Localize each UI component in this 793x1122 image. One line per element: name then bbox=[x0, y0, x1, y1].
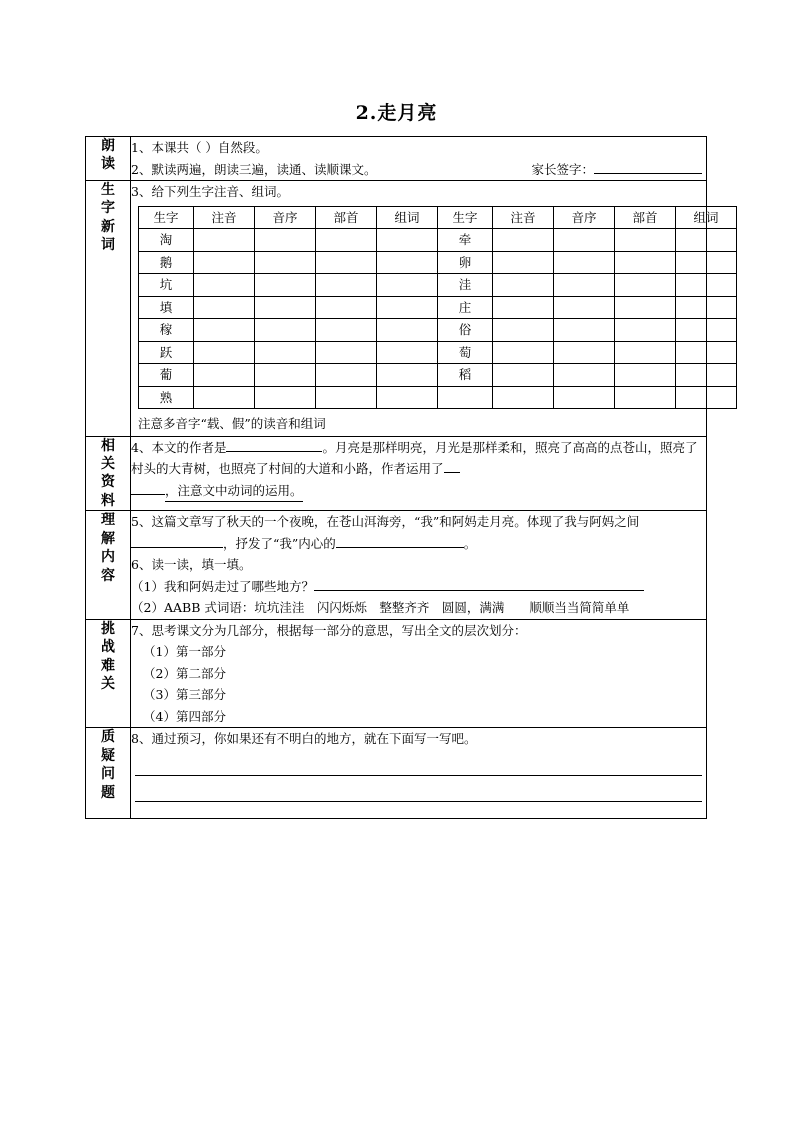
reading-line-2: 2、默读两遍，朗读三遍，读通、读顺课文。 bbox=[131, 161, 377, 177]
label-char: 容 bbox=[101, 567, 115, 584]
label-char: 字 bbox=[101, 200, 115, 217]
answer-cell-initial[interactable] bbox=[255, 229, 316, 252]
answer-cell-radical[interactable] bbox=[316, 386, 377, 409]
q5-blank-1[interactable] bbox=[131, 547, 223, 548]
column-header: 部首 bbox=[615, 206, 676, 229]
label-char: 关 bbox=[101, 676, 115, 693]
section-row-challenge bbox=[86, 619, 707, 728]
reading-line-1: 1、本课共（ ）自然段。 bbox=[131, 140, 268, 155]
questions-answer-spacer bbox=[131, 802, 706, 818]
comprehension-question-5 bbox=[131, 511, 706, 554]
section-label-reading bbox=[86, 137, 131, 181]
answer-cell-pinyin[interactable] bbox=[194, 364, 255, 387]
section-row-comprehension bbox=[86, 511, 707, 620]
table-row bbox=[139, 341, 737, 364]
parent-signature-label: 家长签字： bbox=[531, 161, 594, 177]
answer-cell-radical[interactable] bbox=[316, 229, 377, 252]
char-cell: 鹅 bbox=[139, 251, 194, 274]
column-header: 音序 bbox=[255, 206, 316, 229]
answer-cell-word[interactable] bbox=[377, 296, 438, 319]
newwords-prompt: 3、给下列生字注音、组词。 bbox=[131, 184, 289, 199]
answer-cell-initial[interactable] bbox=[255, 341, 316, 364]
char-cell: 俗 bbox=[438, 319, 493, 342]
answer-cell-word[interactable] bbox=[676, 229, 737, 252]
questions-question-8-prompt: 8、通过预习，你如果还有不明白的地方，就在下面写一写吧。 bbox=[131, 731, 477, 747]
worksheet-table bbox=[85, 136, 719, 819]
answer-cell-initial[interactable] bbox=[255, 296, 316, 319]
column-header: 生字 bbox=[438, 206, 493, 229]
label-char: 关 bbox=[101, 455, 115, 472]
column-header: 组词 bbox=[676, 206, 737, 229]
challenge-part-3[interactable]: （3）第三部分 bbox=[143, 687, 226, 703]
answer-cell-radical[interactable] bbox=[615, 364, 676, 387]
section-body-questions bbox=[131, 728, 707, 819]
char-cell: 坑 bbox=[139, 274, 194, 297]
answer-cell-word[interactable] bbox=[676, 274, 737, 297]
answer-cell-initial[interactable] bbox=[554, 364, 615, 387]
table-row bbox=[139, 229, 737, 252]
answer-cell-pinyin[interactable] bbox=[194, 386, 255, 409]
section-label-comprehension bbox=[86, 511, 131, 620]
label-char: 难 bbox=[101, 657, 115, 674]
char-cell: 填 bbox=[139, 296, 194, 319]
character-practice-table bbox=[138, 206, 737, 410]
answer-cell-pinyin[interactable] bbox=[493, 341, 554, 364]
answer-cell-word[interactable] bbox=[377, 274, 438, 297]
section-body-comprehension bbox=[131, 511, 707, 620]
questions-answer-line-1[interactable] bbox=[135, 755, 702, 776]
char-cell: 熟 bbox=[139, 386, 194, 409]
q4-device-blank-part2[interactable] bbox=[131, 494, 165, 495]
column-header: 注音 bbox=[493, 206, 554, 229]
answer-cell-pinyin[interactable] bbox=[493, 274, 554, 297]
answer-cell-initial[interactable] bbox=[554, 251, 615, 274]
answer-cell-initial[interactable] bbox=[554, 341, 615, 364]
q6-2-words: 坑坑洼洼 闪闪烁烁 整整齐齐 圆圆，满满 顺顺当当简简单单 bbox=[254, 600, 630, 616]
section-label-materials bbox=[86, 436, 131, 511]
newwords-note: 注意多音字“载、假”的读音和组词 bbox=[138, 416, 326, 431]
answer-cell-initial[interactable] bbox=[554, 296, 615, 319]
label-char: 生 bbox=[101, 182, 115, 198]
label-char: 解 bbox=[101, 530, 115, 547]
answer-cell-pinyin[interactable] bbox=[194, 251, 255, 274]
q4-text-after: 。月亮是那样明亮，月光是那样柔和，照亮了高高的点苍山，照亮了村头的大青树，也照亮了村间的大道和小路，作者运用了 bbox=[131, 439, 698, 476]
char-cell: 稻 bbox=[438, 364, 493, 387]
table-header-row bbox=[139, 206, 737, 229]
answer-cell-radical[interactable] bbox=[615, 229, 676, 252]
answer-cell-radical[interactable] bbox=[316, 341, 377, 364]
page-title: 2.走月亮 bbox=[355, 102, 438, 124]
parent-signature-blank[interactable] bbox=[594, 173, 702, 174]
answer-cell-initial[interactable] bbox=[255, 274, 316, 297]
answer-cell-initial[interactable] bbox=[554, 386, 615, 409]
table-row bbox=[139, 296, 737, 319]
answer-cell-initial[interactable] bbox=[554, 274, 615, 297]
section-body-challenge bbox=[131, 619, 707, 728]
table-row bbox=[139, 319, 737, 342]
q6-1-text: （1）我和阿妈走过了哪些地方？ bbox=[131, 578, 314, 594]
section-body-newwords bbox=[131, 181, 719, 437]
answer-cell-radical[interactable] bbox=[316, 296, 377, 319]
answer-cell-pinyin[interactable] bbox=[493, 386, 554, 409]
answer-cell-pinyin[interactable] bbox=[493, 229, 554, 252]
answer-cell-word[interactable] bbox=[676, 386, 737, 409]
answer-cell-radical[interactable] bbox=[615, 274, 676, 297]
section-label-questions bbox=[86, 728, 131, 819]
char-cell: 淘 bbox=[139, 229, 194, 252]
label-char: 相 bbox=[101, 437, 115, 454]
answer-cell-initial[interactable] bbox=[554, 229, 615, 252]
answer-cell-radical[interactable] bbox=[316, 274, 377, 297]
comprehension-question-6-1 bbox=[131, 576, 706, 598]
char-cell: 洼 bbox=[438, 274, 493, 297]
label-char: 词 bbox=[101, 237, 115, 254]
answer-cell-radical[interactable] bbox=[316, 319, 377, 342]
questions-answer-line-2[interactable] bbox=[135, 781, 702, 802]
char-cell: 庄 bbox=[438, 296, 493, 319]
answer-cell-word[interactable] bbox=[377, 386, 438, 409]
section-row-newwords bbox=[86, 181, 707, 437]
answer-cell-initial[interactable] bbox=[255, 364, 316, 387]
answer-cell-pinyin[interactable] bbox=[194, 319, 255, 342]
q4-text-before: 4、本文的作者是 bbox=[131, 439, 227, 455]
q4-text-tail: ，注意文中动词的运用。 bbox=[165, 480, 303, 503]
section-row-materials bbox=[86, 436, 707, 511]
answer-cell-radical[interactable] bbox=[615, 296, 676, 319]
label-char: 读 bbox=[101, 156, 115, 173]
answer-cell-word[interactable] bbox=[676, 251, 737, 274]
answer-cell-pinyin[interactable] bbox=[194, 229, 255, 252]
answer-cell-word[interactable] bbox=[676, 364, 737, 387]
q6-1-blank[interactable] bbox=[314, 590, 644, 591]
label-char: 问 bbox=[101, 766, 115, 783]
comprehension-question-6-2 bbox=[131, 597, 706, 619]
answer-cell-radical[interactable] bbox=[615, 341, 676, 364]
reading-line-2-row bbox=[131, 159, 706, 181]
answer-cell-radical[interactable] bbox=[316, 251, 377, 274]
section-body-materials bbox=[131, 436, 707, 511]
label-char: 内 bbox=[101, 549, 115, 566]
table-row bbox=[139, 274, 737, 297]
challenge-part-1[interactable]: （1）第一部分 bbox=[143, 644, 226, 660]
answer-cell-pinyin[interactable] bbox=[493, 319, 554, 342]
column-header: 生字 bbox=[139, 206, 194, 229]
answer-cell-pinyin[interactable] bbox=[493, 296, 554, 319]
section-body-reading bbox=[131, 137, 707, 181]
label-char: 新 bbox=[101, 218, 115, 235]
answer-cell-word[interactable] bbox=[377, 229, 438, 252]
answer-cell-pinyin[interactable] bbox=[493, 251, 554, 274]
label-char: 题 bbox=[101, 784, 115, 801]
answer-cell-word[interactable] bbox=[676, 296, 737, 319]
answer-cell-word[interactable] bbox=[377, 364, 438, 387]
answer-cell-pinyin[interactable] bbox=[194, 274, 255, 297]
char-cell: 稼 bbox=[139, 319, 194, 342]
table-row bbox=[139, 364, 737, 387]
challenge-part-4[interactable]: （4）第四部分 bbox=[143, 708, 226, 724]
answer-cell-radical[interactable] bbox=[615, 251, 676, 274]
answer-cell-radical[interactable] bbox=[615, 386, 676, 409]
answer-cell-initial[interactable] bbox=[255, 386, 316, 409]
answer-cell-word[interactable] bbox=[676, 341, 737, 364]
q5-text-3: 。 bbox=[463, 535, 477, 551]
q4-device-blank-part1[interactable] bbox=[444, 472, 460, 473]
answer-cell-word[interactable] bbox=[377, 341, 438, 364]
challenge-part-2[interactable]: （2）第二部分 bbox=[143, 665, 226, 681]
section-row-reading bbox=[86, 137, 707, 181]
label-char: 疑 bbox=[101, 747, 115, 764]
label-char: 朗 bbox=[101, 138, 115, 154]
answer-cell-pinyin[interactable] bbox=[194, 341, 255, 364]
q4-author-blank[interactable] bbox=[226, 451, 322, 452]
answer-cell-pinyin[interactable] bbox=[194, 296, 255, 319]
q5-text-2: ，抒发了“我”内心的 bbox=[223, 535, 336, 551]
q6-2-prefix: （2）AABB 式词语： bbox=[131, 600, 255, 616]
parent-signature-group bbox=[531, 159, 706, 181]
char-cell: 葡 bbox=[139, 364, 194, 387]
char-cell bbox=[438, 386, 493, 409]
label-char: 挑 bbox=[101, 620, 115, 637]
table-row bbox=[139, 386, 737, 409]
answer-cell-radical[interactable] bbox=[316, 364, 377, 387]
label-char: 资 bbox=[101, 474, 115, 491]
answer-cell-initial[interactable] bbox=[255, 319, 316, 342]
label-char: 料 bbox=[101, 492, 115, 509]
challenge-question-7-prompt: 7、思考课文分为几部分，根据每一部分的意思，写出全文的层次划分： bbox=[131, 622, 527, 638]
column-header: 组词 bbox=[377, 206, 438, 229]
section-label-challenge bbox=[86, 619, 131, 728]
answer-cell-initial[interactable] bbox=[554, 319, 615, 342]
materials-question-4 bbox=[131, 437, 706, 503]
label-char: 理 bbox=[101, 512, 115, 529]
answer-cell-word[interactable] bbox=[377, 251, 438, 274]
char-cell: 卵 bbox=[438, 251, 493, 274]
char-cell: 跃 bbox=[139, 341, 194, 364]
section-label-newwords bbox=[86, 181, 131, 437]
label-char: 战 bbox=[101, 639, 115, 656]
comprehension-question-6-prompt: 6、读一读，填一填。 bbox=[131, 557, 252, 573]
char-cell: 萄 bbox=[438, 341, 493, 364]
answer-cell-word[interactable] bbox=[377, 319, 438, 342]
column-header: 部首 bbox=[316, 206, 377, 229]
section-row-questions bbox=[86, 728, 707, 819]
q5-blank-2[interactable] bbox=[336, 547, 464, 548]
answer-cell-radical[interactable] bbox=[615, 319, 676, 342]
column-header: 音序 bbox=[554, 206, 615, 229]
q5-text-1: 5、这篇文章写了秋天的一个夜晚，在苍山洱海旁，“我”和阿妈走月亮。体现了我与阿妈之间 bbox=[131, 514, 640, 530]
answer-cell-initial[interactable] bbox=[255, 251, 316, 274]
column-header: 注音 bbox=[194, 206, 255, 229]
answer-cell-pinyin[interactable] bbox=[493, 364, 554, 387]
answer-cell-word[interactable] bbox=[676, 319, 737, 342]
table-row bbox=[139, 251, 737, 274]
label-char: 质 bbox=[101, 729, 115, 746]
char-cell: 牵 bbox=[438, 229, 493, 252]
